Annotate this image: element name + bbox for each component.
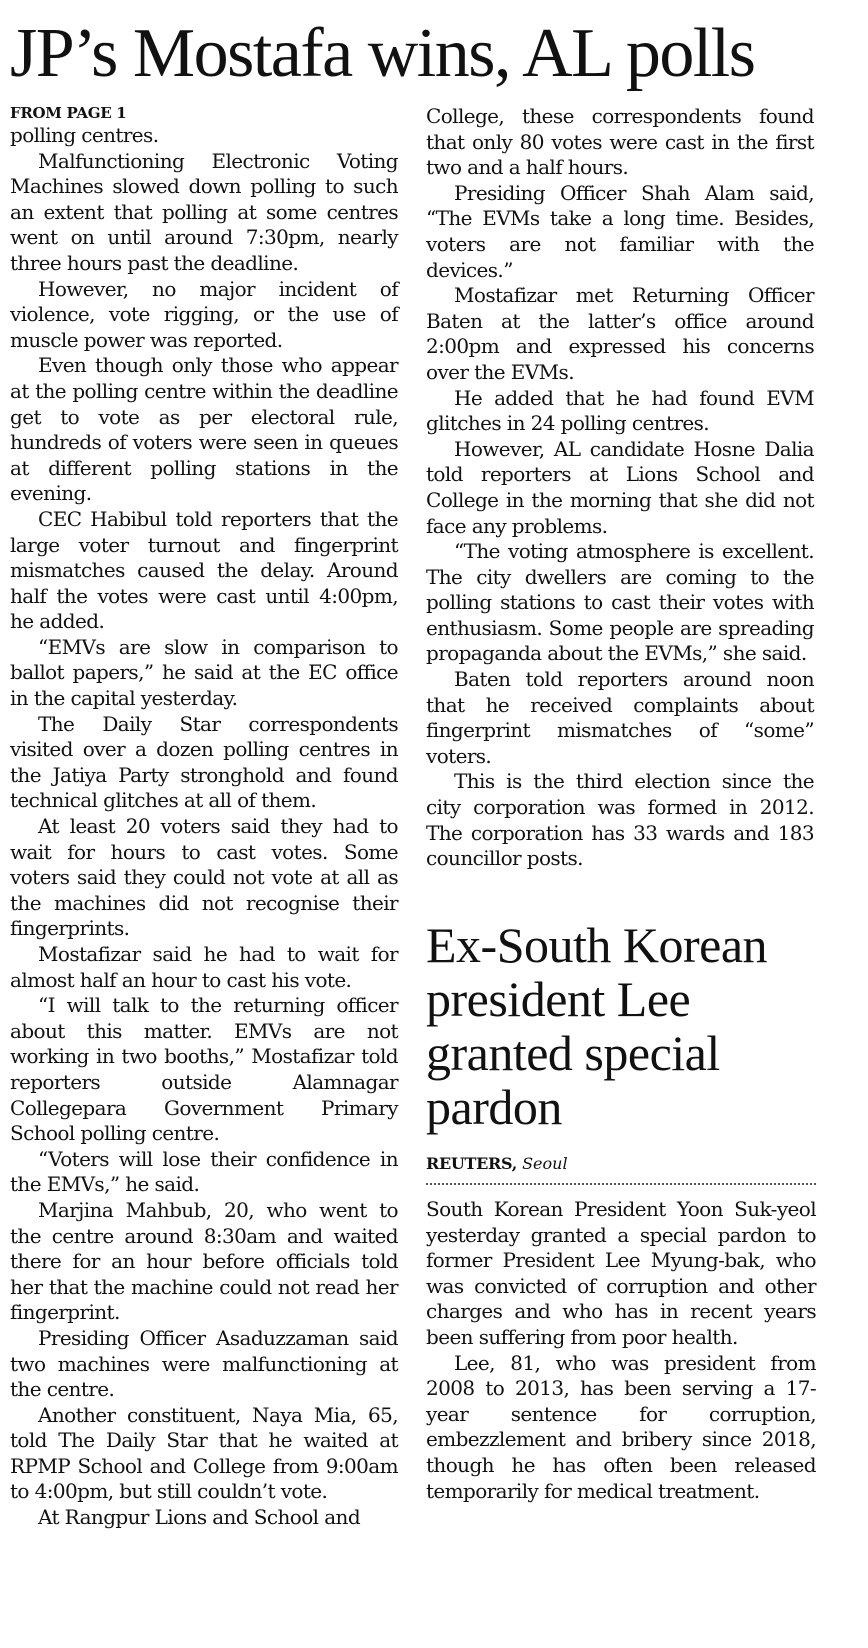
continued-from-label: FROM PAGE 1 [10, 104, 127, 122]
paragraph: Marjina Mahbub, 20, who went to the centre around 8:30am and waited there for an hour before officials told her that the machine could not read her fingerprint. [10, 1197, 398, 1325]
paragraph: The Daily Star correspondents visited over a dozen polling centres in the Jatiya Party stronghold and found technical glitches at all of them. [10, 711, 398, 813]
main-headline: JP’s Mostafa wins, AL polls [10, 15, 755, 92]
paragraph: Presiding Officer Asaduzzaman said two machines were malfunctioning at the centre. [10, 1325, 398, 1402]
byline-agency: REUTERS, [426, 1154, 517, 1173]
paragraph: Another constituent, Naya Mia, 65, told The Daily Star that he waited at RPMP School and College from 9:00am to 4:00pm, but still couldn’t vote. [10, 1402, 398, 1504]
paragraph: polling centres. [10, 123, 159, 147]
paragraph: CEC Habibul told reporters that the large voter turnout and fingerprint mismatches caused the delay. Around half the votes were cast until 4:00pm, he added. [10, 506, 398, 634]
paragraph: Presiding Officer Shah Alam said, “The EVMs take a long time. Besides, voters are not familiar with the devices.” [426, 180, 814, 282]
paragraph: At least 20 voters said they had to wait for hours to cast votes. Some voters said they could not vote at all as the machines did not recognise their fingerprints. [10, 814, 398, 941]
paragraph: He added that he had found EVM glitches in 24 polling centres. [426, 385, 814, 436]
article-body-left [10, 123, 398, 1531]
paragraph: Even though only those who appear at the polling centre within the deadline get to vote as per electoral rule, hundreds of voters were seen in queues at different polling stations in the evening. [10, 353, 398, 506]
article-column-right [426, 104, 814, 872]
paragraph: However, no major incident of violence, vote rigging, or the use of muscle power was reported. [10, 276, 398, 352]
paragraph: “I will talk to the returning officer about this matter. EMVs are not working in two booths,” Mostafizar told reporters outside Alamnagar Collegepara Government Primary School polling centre. [10, 993, 398, 1146]
paragraph: Mostafizar met Returning Officer Baten at the latter’s office around 2:00pm and expressed his concerns over the EVMs. [426, 283, 814, 384]
second-headline: Ex-South Korean president Lee granted special pardon [426, 917, 768, 1135]
paragraph: Baten told reporters around noon that he received complaints about fingerprint mismatches of “some” voters. [426, 667, 814, 768]
paragraph: “Voters will lose their confidence in the EMVs,” he said. [10, 1146, 398, 1197]
byline-dateline: Seoul [522, 1154, 568, 1173]
paragraph: Mostafizar said he had to wait for almost half an hour to cast his vote. [10, 942, 398, 992]
second-article-body [426, 1197, 816, 1504]
paragraph: “EMVs are slow in comparison to ballot papers,” he said at the EC office in the capital yesterday. [10, 634, 398, 711]
paragraph: “The voting atmosphere is excellent. The city dwellers are coming to the polling stations to cast their votes with enthusiasm. Some people are spreading propaganda about the EVMs,” she said. [426, 539, 814, 666]
second-article [426, 918, 816, 1504]
paragraph: Lee, 81, who was president from 2008 to 2013, has been serving a 17-year sentence for corruption, embezzlement and bribery since 2018, though he has often been released temporarily for medical treatment. [426, 1350, 816, 1503]
paragraph: College, these correspondents found that only 80 votes were cast in the first two and a half hours. [426, 104, 814, 180]
article-body-right [426, 104, 814, 872]
article-column-left [10, 104, 398, 1531]
byline [426, 1154, 816, 1185]
paragraph: However, AL candidate Hosne Dalia told reporters at Lions School and College in the morning that she did not face any problems. [426, 436, 814, 538]
paragraph: At Rangpur Lions and School and [38, 1505, 361, 1530]
paragraph: Malfunctioning Electronic Voting Machines slowed down polling to such an extent that polling at some centres went on until around 7:30pm, nearly three hours past the deadline. [10, 148, 398, 275]
paragraph: South Korean President Yoon Suk-yeol yesterday granted a special pardon to former President Lee Myung-bak, who was convicted of corruption and other charges and who has in recent years been suffering from poor health. [426, 1197, 816, 1349]
paragraph: This is the third election since the city corporation was formed in 2012. The corporation has 33 wards and 183 councillor posts. [426, 769, 814, 871]
